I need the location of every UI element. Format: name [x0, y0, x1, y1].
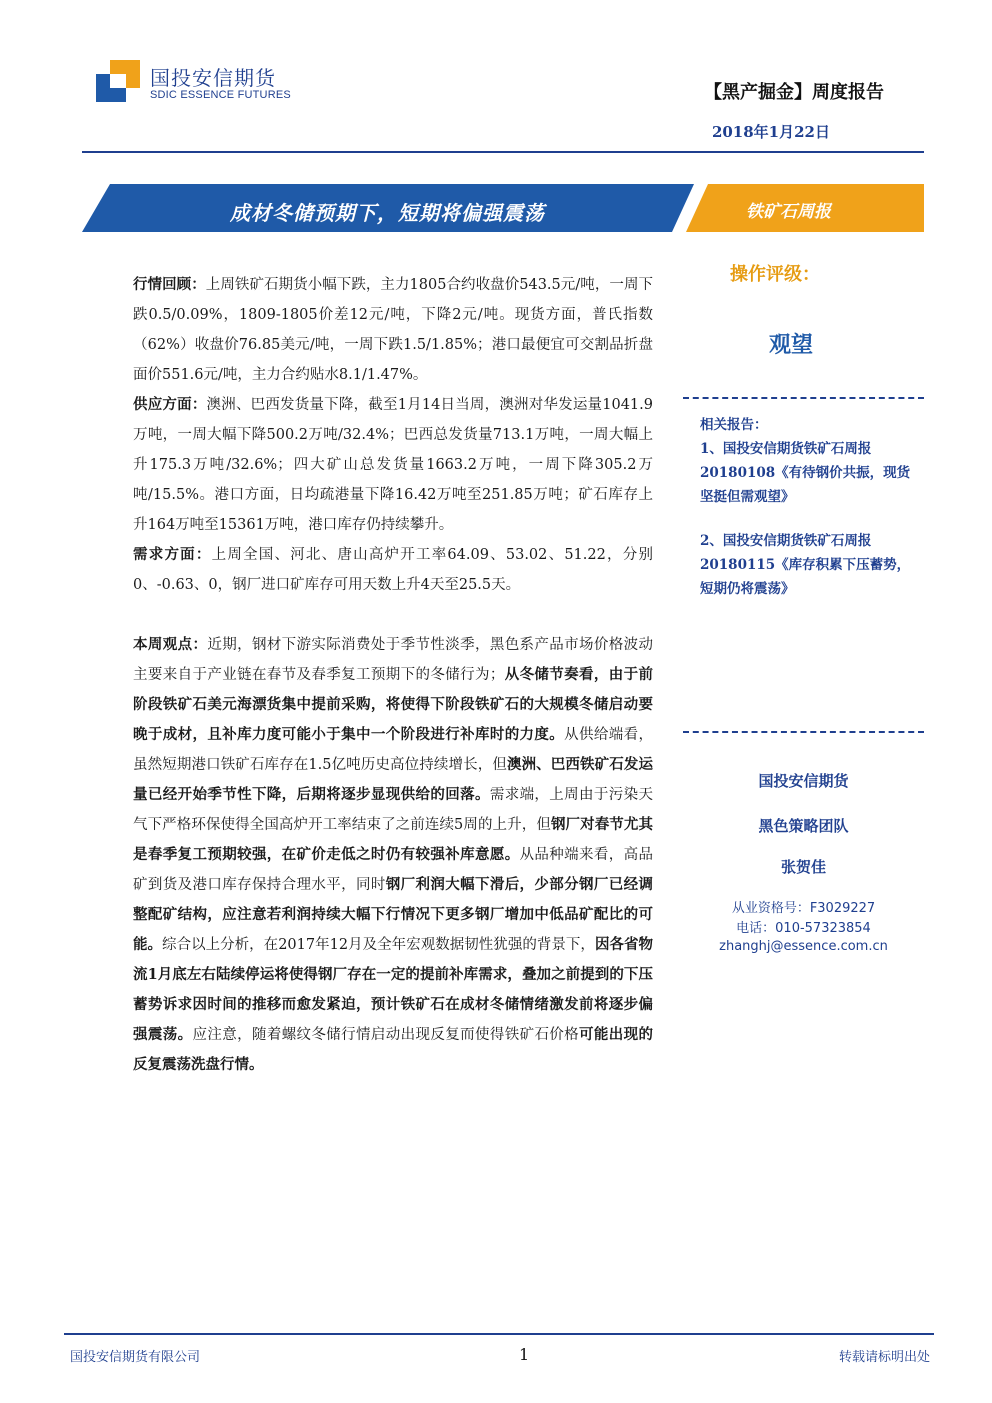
footer-divider — [64, 1333, 934, 1335]
paragraph-gap — [133, 600, 653, 630]
view-text-segment: 近期，钢材下游实际消费处于季节性淡季，黑色系产品市场价格波动主要来自于产业链在春节及春季复工预期下的冬储行为； — [133, 637, 654, 683]
view-emphasis-text: 因各省物流1月底左右陆续停运将使得钢厂存在一定的提前补库需求，叠加之前提到的下压蓄势诉求因时间的推移而愈发紧迫，预计铁矿石在成材冬储情绪激发前将逐步偏强震荡。 — [133, 936, 654, 1043]
report-category-tag: 铁矿石周报 — [746, 202, 831, 222]
view-emphasis-text: 钢厂利润大幅下滑后，少部分钢厂已经调整配矿结构，应注意若利润持续大幅下行情况下更多钢厂增加中低品矿配比的可能。 — [133, 876, 653, 953]
related-reports — [700, 413, 922, 601]
supply-paragraph — [133, 390, 653, 540]
analyst-email[interactable]: zhanghj@essence.com.cn — [719, 939, 888, 954]
supply-text: 澳洲、巴西发货量下降，截至1月14日当周，澳洲对华发运量1041.9万吨，一周大幅下降500.2万吨/32.4%；巴西总发货量713.1万吨，一周大幅上升175.3万吨/32.6%；四大矿山总发货量1663.2万吨，一周下降305.2万吨/15.5%。港口方面，日均疏港量下降16.42万吨至251.85万吨；矿石库存上升164万吨至15361万吨，港口库存仍持续攀升。 — [133, 397, 653, 533]
header-divider — [82, 151, 924, 153]
related-report-item[interactable]: 2、国投安信期货铁矿石周报20180115《库存积累下压蓄势，短期仍将震荡》 — [700, 533, 911, 597]
analyst-phone: 电话：010-57323854 — [736, 921, 871, 936]
view-emphasis-text: 可能出现的反复震荡洗盘行情。 — [133, 1026, 654, 1073]
analyst-license: 从业资格号：F3029227 — [731, 901, 876, 916]
related-report-item[interactable]: 1、国投安信期货铁矿石周报20180108《有待钢价共振，现货坚挺但需观望》 — [700, 441, 911, 505]
supply-label: 供应方面： — [133, 396, 207, 413]
rating-value: 观望 — [769, 333, 814, 358]
logo-name-cn: 国投安信期货 — [150, 66, 276, 90]
logo-mark-icon — [96, 60, 140, 102]
logo-name-en: SDIC ESSENCE FUTURES — [150, 89, 291, 101]
market-review-text: 上周铁矿石期货小幅下跌，主力1805合约收盘价543.5元/吨，一周下跌0.5/0.09%，1809-1805价差12元/吨，下降2元/吨。现货方面，普氏指数（62%）收盘价76.85美元/吨，一周下跌1.5/1.85%；港口最便宜可交割品折盘面价551.6元/吨，主力合约贴水8.1/1.47%。 — [133, 277, 654, 383]
demand-label: 需求方面： — [133, 546, 212, 563]
view-text-segment: 从品种端来看，高品矿到货及港口库存保持合理水平，同时 — [133, 847, 654, 893]
weekly-view-label: 本周观点： — [133, 636, 208, 653]
demand-paragraph — [133, 540, 653, 600]
weekly-view-paragraph — [133, 630, 653, 1080]
footer-copyright-note: 转载请标明出处 — [838, 1350, 930, 1365]
team-name: 黑色策略团队 — [758, 817, 849, 835]
analyst-name: 张贺佳 — [780, 858, 826, 876]
footer-company: 国投安信期货有限公司 — [70, 1350, 201, 1365]
view-emphasis-text: 从冬储节奏看，由于前阶段铁矿石美元海漂货集中提前采购，将使得下阶段铁矿石的大规模冬储启动要晚于成材，且补库力度可能小于集中一个阶段进行补库时的力度。 — [133, 666, 654, 743]
report-date: 2018年1月22日 — [711, 123, 830, 141]
sidebar-divider — [683, 731, 924, 733]
view-text-segment: 综合以上分析，在2017年12月及全年宏观数据韧性犹强的背景下， — [162, 937, 595, 953]
main-content — [133, 270, 653, 1080]
view-text-segment: 应注意，随着螺纹冬储行情启动出现反复而使得铁矿石价格 — [192, 1027, 580, 1043]
sidebar-divider — [683, 397, 924, 399]
market-review-label: 行情回顾： — [133, 276, 206, 293]
demand-text: 上周全国、河北、唐山高炉开工率64.09、53.02、51.22，分别0、-0.63、0，钢厂进口矿库存可用天数上升4天至25.5天。 — [133, 547, 654, 593]
related-reports-title: 相关报告： — [700, 417, 768, 433]
report-type: 【黑产掘金】周度报告 — [704, 82, 884, 103]
page-number: 1 — [519, 1345, 530, 1364]
view-text-segment: 需求端，上周由于污染天气下严格环保使得全国高炉开工率结束了之前连续5周的上升，但 — [133, 787, 654, 833]
rating-label: 操作评级： — [730, 264, 820, 285]
company-name: 国投安信期货 — [758, 772, 849, 790]
view-text-segment: 从供给端看，虽然短期港口铁矿石库存在1.5亿吨历史高位持续增长，但 — [133, 727, 654, 773]
market-review-paragraph — [133, 270, 653, 390]
view-emphasis-text: 澳洲、巴西铁矿石发运量已经开始季节性下降，后期将逐步显现供给的回落。 — [133, 756, 653, 803]
weekly-view-text — [133, 637, 653, 1073]
view-emphasis-text: 钢厂对春节尤其是春季复工预期较强，在矿价走低之时仍有较强补库意愿。 — [133, 816, 653, 863]
report-title: 成材冬储预期下，短期将偏强震荡 — [230, 201, 545, 225]
